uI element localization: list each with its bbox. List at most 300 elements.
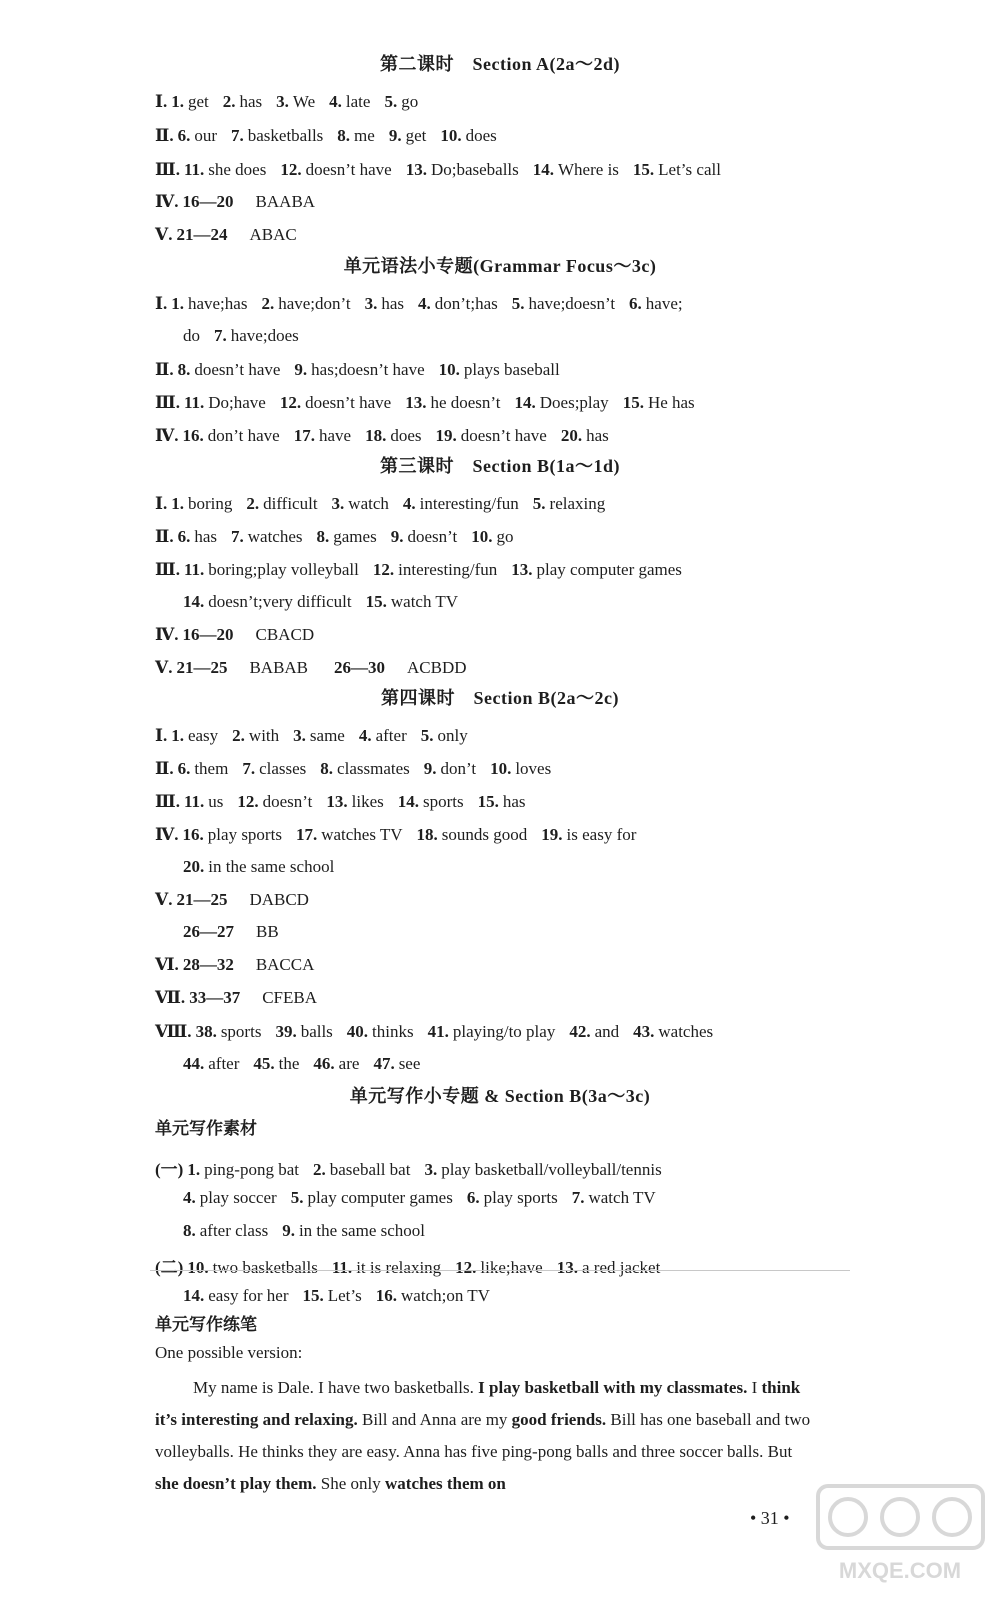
answer-letters: ABAC: [249, 225, 297, 244]
essay-key-phrase: I play basketball with my classmates.: [478, 1378, 748, 1397]
question-number: 15.: [632, 160, 655, 179]
answer-text: classes: [259, 759, 307, 778]
essay-key-phrase: she doesn’t play them.: [155, 1474, 317, 1493]
answer-item: [282, 1221, 425, 1240]
answer-item: [184, 393, 266, 412]
question-number: 46.: [313, 1054, 335, 1073]
answer-text: us: [208, 792, 224, 811]
answer-text: play sports: [483, 1188, 558, 1207]
answer-text: don’t;has: [434, 294, 498, 313]
question-number: 12.: [455, 1258, 477, 1277]
answer-item: [332, 494, 389, 513]
question-group-label: Ⅲ.: [155, 160, 180, 179]
answer-text: me: [354, 126, 375, 145]
answer-item: [223, 92, 262, 111]
answer-letters: BB: [256, 922, 279, 941]
watermark-frame: [818, 1486, 983, 1548]
writing-practice-heading: 单元写作练笔: [155, 1315, 257, 1334]
answer-item: [428, 1022, 556, 1041]
watermark-text: MXQE.COM: [838, 1558, 962, 1583]
question-number: 40.: [346, 1022, 369, 1041]
question-number: 8.: [320, 759, 334, 778]
answer-text: interesting/fun: [398, 560, 498, 579]
question-number: 6.: [177, 126, 191, 145]
question-range: 21—24: [176, 225, 228, 244]
question-number: 9.: [423, 759, 437, 778]
answer-text: doesn’t have: [460, 426, 547, 445]
answer-item: [417, 825, 528, 844]
answer-line: [155, 426, 623, 446]
question-number: 5.: [290, 1188, 304, 1207]
sample-essay: [155, 1372, 820, 1500]
question-number: 11.: [183, 792, 205, 811]
question-number: 1.: [171, 92, 184, 111]
answer-item: [557, 1258, 661, 1277]
answer-text: relaxing: [549, 494, 606, 513]
answer-text: watches: [247, 527, 303, 546]
question-group-label: Ⅰ.: [155, 494, 168, 513]
question-number: 14.: [397, 792, 419, 811]
answer-text: only: [437, 726, 468, 745]
question-group-label: Ⅰ.: [155, 294, 168, 313]
question-number: 6.: [177, 527, 191, 546]
answer-text: watch: [348, 494, 389, 513]
question-number: 7.: [571, 1188, 585, 1207]
question-group-label: Ⅰ.: [155, 726, 168, 745]
essay-text: She only: [316, 1474, 385, 1493]
question-number: 5.: [511, 294, 525, 313]
question-number: 43.: [633, 1022, 655, 1041]
question-number: 2.: [312, 1160, 326, 1179]
section-heading-2a-2c: 第四课时 Section B(2a～2c): [381, 688, 619, 708]
question-group-label: Ⅲ.: [155, 560, 180, 579]
question-group-label: Ⅲ.: [155, 393, 180, 412]
watermark-ring-3: [934, 1499, 970, 1535]
answer-item: [337, 126, 375, 145]
answer-text: have: [318, 426, 352, 445]
answer-text: watch TV: [588, 1188, 656, 1207]
answer-line: [155, 192, 341, 212]
answer-item: [187, 1258, 318, 1277]
answer-letters: ACBDD: [407, 658, 467, 677]
answer-item: [187, 1160, 299, 1179]
question-number: 13.: [326, 792, 348, 811]
question-number: 7.: [231, 527, 244, 546]
answer-text: it is relaxing: [356, 1258, 442, 1277]
answer-text: and: [594, 1022, 620, 1041]
writing-materials-heading: 单元写作素材: [155, 1119, 257, 1138]
answer-text: doesn’t: [262, 792, 313, 811]
essay-text: I: [747, 1378, 762, 1397]
answer-line: [155, 527, 527, 547]
answer-item: [313, 1054, 359, 1073]
answer-item: [171, 726, 218, 745]
answer-text: has;doesn’t have: [311, 360, 425, 379]
answer-text: play computer games: [536, 560, 682, 579]
answer-item: [237, 792, 312, 811]
answer-item: [541, 825, 636, 844]
question-number: 18.: [365, 426, 387, 445]
question-number: 10.: [187, 1258, 209, 1277]
answer-item: [294, 360, 424, 379]
answer-item: [196, 1022, 262, 1041]
question-group-label: (二): [155, 1258, 184, 1277]
answer-item: [178, 759, 229, 778]
question-number: 8.: [183, 1221, 196, 1240]
answer-text: do: [183, 326, 200, 345]
question-group-label: Ⅱ.: [155, 360, 174, 379]
answer-item: [471, 527, 513, 546]
answer-text: has: [194, 527, 217, 546]
question-group-label: Ⅱ.: [155, 126, 174, 145]
answer-item: [633, 160, 721, 179]
answer-text: interesting/fun: [419, 494, 519, 513]
question-number: 1.: [171, 726, 184, 745]
answer-text: two basketballs: [212, 1258, 318, 1277]
answer-line: [155, 625, 340, 645]
answer-text: play basketball/volleyball/tennis: [441, 1160, 662, 1179]
answer-line: [155, 658, 467, 678]
question-number: 7.: [231, 126, 244, 145]
answer-item: [261, 294, 350, 313]
essay-key-phrase: watches them on: [385, 1474, 506, 1493]
answer-text: watches TV: [321, 825, 403, 844]
answer-text: Where is: [558, 160, 619, 179]
answer-item: [253, 1054, 299, 1073]
question-group-label: Ⅱ.: [155, 527, 174, 546]
answer-text: have;doesn’t: [528, 294, 616, 313]
answer-text: baseball bat: [329, 1160, 411, 1179]
answer-item: [424, 1160, 661, 1179]
answer-line: [155, 225, 323, 245]
answer-text: boring: [187, 494, 233, 513]
answer-line: [155, 393, 709, 413]
question-number: 8.: [177, 360, 191, 379]
question-number: 10.: [490, 759, 512, 778]
question-number: 8.: [337, 126, 351, 145]
answer-item: [623, 393, 695, 412]
answer-item: [320, 759, 409, 778]
answer-text: basketballs: [247, 126, 324, 145]
question-group-label: Ⅴ.: [155, 890, 173, 909]
question-number: 8.: [316, 527, 330, 546]
question-group-label: Ⅳ.: [155, 625, 179, 644]
answer-item: [384, 92, 418, 111]
answer-text: does: [465, 126, 497, 145]
answer-item: [629, 294, 683, 313]
question-number: 9.: [390, 527, 404, 546]
question-number: 2.: [232, 726, 245, 745]
answer-text: doesn’t have: [305, 160, 392, 179]
question-range: 16—20: [182, 625, 234, 644]
answer-text: see: [398, 1054, 421, 1073]
answer-letters: CFEBA: [262, 988, 317, 1007]
answer-item: [183, 857, 334, 876]
answer-item: [280, 160, 391, 179]
answer-line: [155, 759, 565, 779]
question-number: 11.: [183, 560, 205, 579]
answer-item: [232, 726, 279, 745]
answer-line: [155, 1155, 676, 1180]
answer-text: after: [375, 726, 407, 745]
answer-item: [440, 126, 496, 145]
question-number: 14.: [183, 1286, 205, 1305]
answer-text: watches: [658, 1022, 714, 1041]
answer-text: doesn’t have: [194, 360, 281, 379]
answer-text: boring;play volleyball: [208, 560, 359, 579]
section-heading-writing: 单元写作小专题 & Section B(3a～3c): [349, 1086, 651, 1106]
answer-text: has: [381, 294, 405, 313]
question-number: 42.: [569, 1022, 591, 1041]
question-number: 9.: [282, 1221, 295, 1240]
answer-text: have;does: [230, 326, 299, 345]
answer-item: [533, 160, 619, 179]
section-heading-grammar-focus: 单元语法小专题(Grammar Focus～3c): [343, 256, 657, 276]
question-number: 7.: [242, 759, 256, 778]
question-group-label: Ⅱ.: [155, 759, 174, 778]
answer-text: have;don’t: [278, 294, 351, 313]
answer-item: [214, 326, 299, 345]
question-number: 2.: [222, 92, 236, 111]
answer-text: she does: [208, 160, 267, 179]
question-group-label: Ⅲ.: [155, 792, 180, 811]
answer-item: [183, 1221, 268, 1240]
answer-line: [183, 592, 472, 612]
answer-item: [171, 92, 209, 111]
question-range: 26—27: [183, 922, 234, 941]
answer-text: sounds good: [441, 825, 528, 844]
answer-item: [294, 426, 351, 445]
answer-text: Let’s call: [658, 160, 721, 179]
question-range: 16—20: [182, 192, 234, 211]
question-number: 15.: [622, 393, 644, 412]
answer-item: [373, 560, 497, 579]
answer-line: [155, 160, 735, 180]
question-group-label: Ⅳ.: [155, 825, 179, 844]
question-number: 13.: [405, 160, 427, 179]
answer-text: has: [586, 426, 609, 445]
essay-key-phrase: think it’s interesting and relaxing.: [155, 1378, 801, 1429]
question-number: 11.: [331, 1258, 353, 1277]
question-range: 21—25: [176, 658, 228, 677]
question-number: 47.: [373, 1054, 395, 1073]
question-number: 3.: [293, 726, 306, 745]
answer-item: [183, 426, 280, 445]
answer-item: [403, 494, 519, 513]
question-number: 12.: [237, 792, 259, 811]
question-number: 15.: [477, 792, 499, 811]
answer-text: get: [187, 92, 209, 111]
question-number: 17.: [293, 426, 315, 445]
answer-item: [184, 560, 359, 579]
answer-text: same: [309, 726, 345, 745]
question-group-label: Ⅷ.: [155, 1022, 192, 1041]
answer-line: [155, 890, 335, 910]
answer-text: after: [208, 1054, 240, 1073]
answer-item: [435, 426, 546, 445]
question-number: 3.: [331, 494, 345, 513]
question-group-label: Ⅴ.: [155, 225, 173, 244]
question-number: 7.: [214, 326, 227, 345]
answer-item: [406, 160, 519, 179]
essay-key-phrase: good friends.: [511, 1410, 607, 1429]
question-number: 10.: [438, 360, 460, 379]
answer-item: [512, 294, 615, 313]
question-number: 4.: [358, 726, 372, 745]
essay-text: My name is Dale. I have two basketballs.: [193, 1378, 479, 1397]
answer-item: [405, 393, 500, 412]
answer-letters: BABAB: [249, 658, 309, 677]
question-number: 3.: [364, 294, 378, 313]
answer-text: thinks: [372, 1022, 414, 1041]
question-group-label: Ⅶ.: [155, 988, 186, 1007]
answer-line: [183, 1221, 439, 1241]
answer-text: He has: [647, 393, 695, 412]
answer-item: [391, 527, 458, 546]
question-number: 13.: [511, 560, 533, 579]
answer-line: [155, 126, 511, 146]
answer-text: doesn’t have: [305, 393, 392, 412]
question-group-label: Ⅵ.: [155, 955, 179, 974]
question-range: 28—32: [182, 955, 234, 974]
section-heading-2a-2d: 第二课时 Section A(2a～2d): [380, 54, 620, 74]
answer-text: a red jacket: [581, 1258, 661, 1277]
answer-item: [171, 294, 247, 313]
question-number: 5.: [384, 92, 398, 111]
question-number: 11.: [183, 393, 205, 412]
answer-line: [183, 1286, 504, 1306]
answer-item: [373, 1054, 420, 1073]
question-number: 41.: [427, 1022, 449, 1041]
answer-item: [515, 393, 609, 412]
answer-text: have;has: [187, 294, 248, 313]
question-group-label: Ⅰ.: [155, 92, 168, 111]
answer-line: [155, 560, 696, 580]
answer-item: [184, 792, 223, 811]
sample-intro: One possible version:: [155, 1343, 303, 1362]
answer-item: [365, 426, 421, 445]
answer-text: our: [194, 126, 217, 145]
essay-text: Bill has one baseball and two volleyballs. He thinks they are easy. Anna has five ping-pong balls and three soccer balls. But: [155, 1410, 811, 1461]
answer-text: difficult: [263, 494, 318, 513]
question-number: 2.: [261, 294, 275, 313]
answer-item: [171, 494, 232, 513]
answer-item: [246, 494, 317, 513]
answer-text: plays baseball: [463, 360, 560, 379]
question-number: 38.: [195, 1022, 217, 1041]
question-number: 5.: [420, 726, 434, 745]
essay-text: Bill and Anna are my: [357, 1410, 512, 1429]
answer-line: [183, 857, 348, 877]
question-number: 45.: [253, 1054, 275, 1073]
section-heading-1a-1d: 第三课时 Section B(1a～1d): [380, 456, 620, 476]
answer-letters: BACCA: [255, 955, 315, 974]
question-group-label: (一): [155, 1160, 184, 1179]
answer-line: [155, 825, 650, 845]
answer-item: [183, 326, 200, 345]
answer-text: balls: [300, 1022, 333, 1041]
answer-item: [317, 527, 377, 546]
answer-item: [398, 792, 464, 811]
answer-item: [347, 1022, 414, 1041]
answer-text: easy: [187, 726, 219, 745]
answer-item: [439, 360, 560, 379]
answer-text: Do;have: [208, 393, 266, 412]
question-number: 5.: [532, 494, 546, 513]
answer-text: late: [345, 92, 371, 111]
answer-letters: DABCD: [249, 890, 309, 909]
answer-item: [366, 592, 458, 611]
answer-text: does: [390, 426, 422, 445]
answer-item: [231, 126, 323, 145]
answer-text: doesn’t;very difficult: [208, 592, 352, 611]
answer-item: [184, 160, 266, 179]
question-number: 6.: [629, 294, 642, 313]
answer-line: [155, 988, 343, 1008]
answer-text: watch;on TV: [401, 1286, 490, 1305]
question-number: 1.: [187, 1160, 201, 1179]
question-number: 9.: [388, 126, 402, 145]
answer-text: play computer games: [307, 1188, 453, 1207]
question-number: 14.: [514, 393, 536, 412]
answer-item: [183, 825, 282, 844]
answer-text: them: [194, 759, 229, 778]
answer-text: ping-pong bat: [204, 1160, 299, 1179]
answer-text: in the same school: [298, 1221, 425, 1240]
question-number: 19.: [435, 426, 457, 445]
answer-text: go: [496, 527, 514, 546]
question-group-label: Ⅴ.: [155, 658, 173, 677]
answer-text: is easy for: [566, 825, 637, 844]
question-number: 15.: [365, 592, 387, 611]
question-number: 3.: [276, 92, 289, 111]
answer-item: [365, 294, 404, 313]
answer-text: has: [502, 792, 526, 811]
answer-text: he doesn’t: [430, 393, 501, 412]
answer-item: [633, 1022, 713, 1041]
answer-line: [183, 1188, 670, 1208]
answer-text: the: [278, 1054, 300, 1073]
answer-text: go: [401, 92, 419, 111]
question-number: 12.: [280, 160, 302, 179]
answer-line: [155, 360, 574, 380]
answer-item: [303, 1286, 362, 1305]
answer-line: [155, 955, 340, 975]
answer-text: games: [333, 527, 377, 546]
answer-text: has: [239, 92, 263, 111]
answer-line: [183, 1054, 434, 1074]
answer-item: [183, 592, 352, 611]
answer-item: [183, 1286, 289, 1305]
answer-line: [155, 1022, 727, 1042]
answer-text: Do;baseballs: [430, 160, 519, 179]
answer-text: likes: [351, 792, 384, 811]
essay-paragraph: [155, 1372, 820, 1500]
question-number: 16.: [182, 426, 204, 445]
answer-item: [424, 759, 476, 778]
answer-text: play soccer: [199, 1188, 277, 1207]
answer-item: [421, 726, 468, 745]
question-number: 4.: [402, 494, 416, 513]
answer-text: like;have: [480, 1258, 543, 1277]
answer-item: [572, 1188, 656, 1207]
question-range: 21—25: [176, 890, 228, 909]
question-range: 33—37: [189, 988, 241, 1007]
answer-item: [276, 92, 315, 111]
question-number: 13.: [405, 393, 427, 412]
answer-text: classmates: [337, 759, 410, 778]
answer-line: [155, 1253, 674, 1278]
